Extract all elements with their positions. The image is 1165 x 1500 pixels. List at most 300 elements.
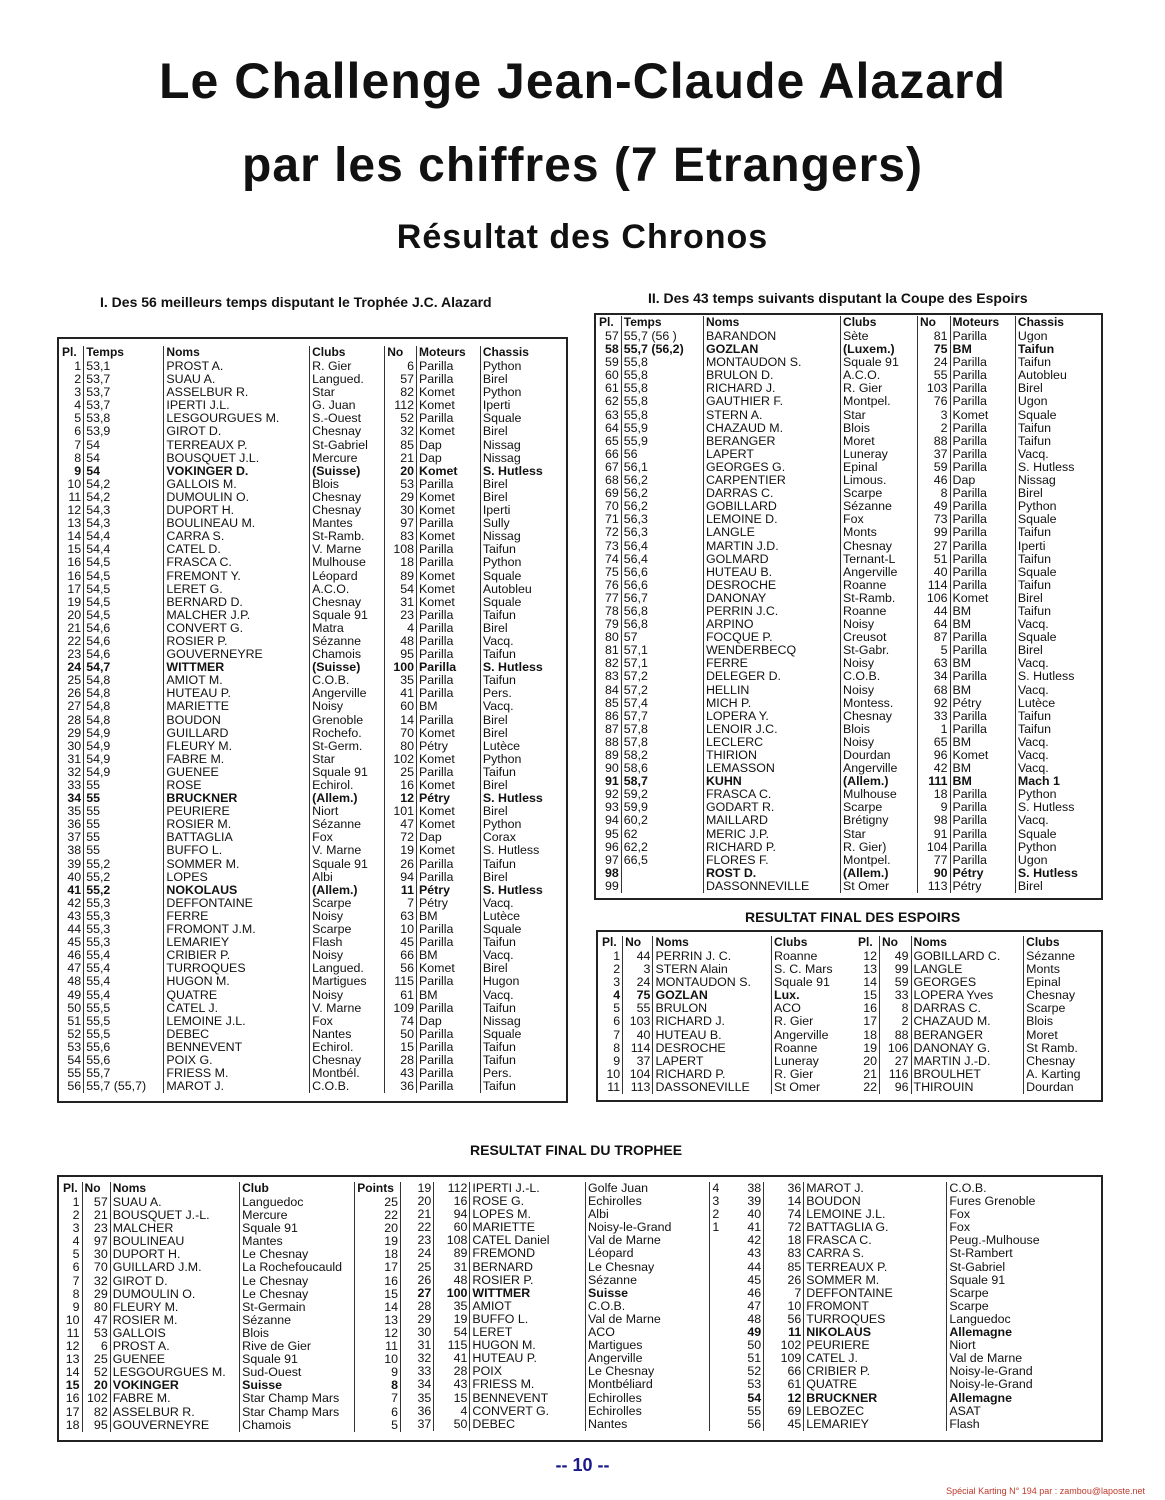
table-cell: DANONAY G. (911, 1042, 1024, 1055)
table-cell: 13 (355, 1314, 401, 1327)
table-row (856, 950, 1096, 963)
table-cell: 2 (880, 1015, 912, 1028)
table-cell: LESGOURGUES M. (164, 412, 310, 425)
table-cell: BOUSQUET J.L. (164, 452, 310, 465)
table-cell: FRASCA C. (164, 556, 310, 569)
table-cell: 12 (385, 792, 417, 805)
table-cell: GUILLARD J.M. (110, 1261, 239, 1274)
table-row (856, 1042, 1096, 1055)
table-cell: BM (950, 657, 1015, 670)
table-cell: BOUSQUET J.-L. (110, 1209, 239, 1222)
table-cell: Rochefo. (310, 727, 385, 740)
table-cell: Birel (1017, 486, 1043, 501)
table-cell: Parilla (417, 1041, 481, 1054)
table-cell: 55,7 (55,7) (84, 1080, 164, 1093)
table-cell: Pétry (417, 792, 481, 805)
table-cell: 43 (434, 1378, 470, 1391)
table-cell: 43 (735, 1247, 764, 1260)
table-cell: 56 (60, 1080, 84, 1093)
table-cell: Birel (482, 961, 508, 976)
table-cell: LOPERA Y. (703, 710, 840, 723)
table-row (597, 540, 1097, 553)
table-cell: St Omer (774, 1079, 821, 1094)
table-cell: 93 (597, 801, 621, 814)
table-cell: MALCHER J.P. (164, 609, 310, 622)
table-cell: BENNEVENT (164, 1041, 310, 1054)
table-cell: S. Hutless (482, 843, 540, 858)
table-cell: Komet (417, 753, 481, 766)
table-cell: St-Gabriel (310, 439, 385, 452)
table-cell: 8 (600, 1042, 623, 1055)
table-cell: DASSONEVILLE (653, 1081, 772, 1094)
table-cell: 9 (355, 1366, 401, 1379)
table-cell: 81 (597, 644, 621, 657)
table-cell: 54,5 (84, 583, 164, 596)
table-cell: Montpel. (841, 854, 918, 867)
table-cell: Taifun (482, 1052, 516, 1067)
table-cell: 19 (60, 596, 84, 609)
table-cell: 26 (385, 858, 417, 871)
table-cell: 34 (408, 1378, 434, 1391)
table-cell: 33 (408, 1365, 434, 1378)
table-cell: 57,2 (621, 670, 703, 683)
table-cell: Parilla (417, 648, 481, 661)
table-cell: Nissag (482, 437, 521, 452)
table-cell: Blois (841, 422, 918, 435)
table-cell: 40 (735, 1208, 764, 1221)
table-cell: RICHARD P. (653, 1068, 772, 1081)
table-row (60, 622, 560, 635)
table-cell: GOUVERNEYRE (164, 648, 310, 661)
table-cell: 36 (408, 1405, 434, 1418)
table-cell: Niort (949, 1338, 976, 1353)
table-cell: 57 (82, 1196, 110, 1209)
table-cell: 15 (385, 1041, 417, 1054)
table-cell: Sully (482, 516, 510, 531)
table-cell: LEMARIEY (164, 936, 310, 949)
table-cell: Dap (417, 1015, 481, 1028)
table-row (61, 1222, 401, 1235)
table-cell: Sézanne (240, 1314, 355, 1327)
table-cell: 99 (597, 880, 621, 893)
table-cell: 28 (385, 1054, 417, 1067)
table-cell: Sézanne (310, 635, 385, 648)
table-cell: Parilla (417, 635, 481, 648)
table-cell: 1 (712, 1220, 720, 1235)
table-cell: 95 (597, 828, 621, 841)
table-row (61, 1209, 401, 1222)
table-cell: 26 (60, 687, 84, 700)
table-cell: Nissag (482, 1013, 521, 1028)
table-cell: 90 (918, 867, 951, 880)
table-cell: 1 (918, 723, 951, 736)
table-cell: 40 (60, 871, 84, 884)
table-cell: 65 (597, 435, 621, 448)
table-cell: 32 (385, 425, 417, 438)
table-cell: FOCQUE P. (703, 631, 840, 644)
table-cell (710, 1378, 726, 1391)
table-cell: 54,9 (84, 727, 164, 740)
table-row (61, 1235, 401, 1248)
table-cell: 11 (60, 491, 84, 504)
table-cell: 29 (82, 1288, 110, 1301)
table-cell: FROMONT (804, 1300, 947, 1313)
table-cell: 85 (597, 697, 621, 710)
table-cell: POIX G. (164, 1054, 310, 1067)
table-cell: Komet (950, 409, 1015, 422)
table-cell: Le Chesnay (586, 1365, 710, 1378)
table-cell: Birel (482, 620, 508, 635)
table-cell: 87 (597, 723, 621, 736)
table-cell: 47 (385, 818, 417, 831)
table-cell: GOBILLARD C. (911, 950, 1024, 963)
table-cell: PERRIN J.C. (703, 605, 840, 618)
table-cell: Parilla (417, 975, 481, 988)
table-cell: 20 (355, 1222, 401, 1235)
table-cell: Sézanne (586, 1274, 710, 1287)
table-cell: 31 (60, 753, 84, 766)
table-cell: MARIETTE (164, 700, 310, 713)
table-cell: 49 (60, 989, 84, 1002)
table-cell: BERANGER (703, 435, 840, 448)
table-cell: 23 (408, 1234, 434, 1247)
table-cell: LOPERA Yves (911, 989, 1024, 1002)
table-cell: 19 (408, 1182, 434, 1195)
table-cell: Scarpe (841, 487, 918, 500)
table-cell: 33 (60, 779, 84, 792)
table-cell: S. Hutless (1017, 865, 1078, 880)
table-cell: Fox (841, 513, 918, 526)
table-cell: 11 (600, 1081, 623, 1094)
table-row (597, 435, 1097, 448)
table-cell: 28 (60, 714, 84, 727)
table-cell: DUPORT H. (110, 1248, 239, 1261)
table-cell: 16 (434, 1195, 470, 1208)
table-cell: Parilla (417, 622, 481, 635)
table-cell: Birel (482, 725, 508, 740)
table-row (60, 556, 560, 569)
table-cell: 56,4 (621, 540, 703, 553)
column-header: Noms (164, 346, 310, 360)
table-cell: Taifun (482, 856, 516, 871)
table-cell: 41 (434, 1352, 470, 1365)
table-row (600, 1081, 846, 1094)
table-cell: LEMOINE J.L. (164, 1015, 310, 1028)
table-cell: 96 (597, 841, 621, 854)
table-cell: 3 (918, 409, 951, 422)
table-cell: 54,5 (84, 570, 164, 583)
table-row (60, 425, 560, 438)
table-cell: Noisy (310, 910, 385, 923)
table-cell: 68 (597, 474, 621, 487)
table-cell: 55,4 (84, 989, 164, 1002)
column-header: Clubs (841, 316, 918, 330)
table-row (735, 1247, 1095, 1260)
column-header: No (880, 936, 912, 950)
table-cell: CARRA S. (804, 1247, 947, 1260)
table-cell: 48 (385, 635, 417, 648)
table-cell: CATEL J. (804, 1352, 947, 1365)
table-cell: 50 (60, 1002, 84, 1015)
table-cell: 55,8 (621, 409, 703, 422)
table-cell: Parilla (950, 553, 1015, 566)
table-cell: Scarpe (1026, 1001, 1066, 1016)
table-cell: GUENEE (110, 1353, 239, 1366)
table-cell: Nissag (1017, 473, 1056, 488)
table-cell: 54 (84, 452, 164, 465)
table-row (408, 1378, 726, 1391)
table-cell: Parilla (950, 801, 1015, 814)
table-cell: Nissag (482, 450, 521, 465)
table-cell: Montbéliard (586, 1378, 710, 1391)
table-cell: (Allem.) (310, 884, 385, 897)
table-cell: MERIC J.P. (703, 828, 840, 841)
table-header-row (856, 936, 1096, 950)
trophee-heading: RESULTAT FINAL DU TROPHEE (470, 1142, 683, 1158)
table-cell: 99 (918, 526, 951, 539)
table-cell: Python (482, 751, 522, 766)
table-cell: Flash (949, 1416, 980, 1431)
table-cell: Komet (417, 530, 481, 543)
table-cell: St-Germ. (310, 740, 385, 753)
table-cell: Lux. (774, 988, 800, 1003)
table-cell: Birel (482, 804, 508, 819)
table-cell: Taifun (482, 1000, 516, 1015)
table-cell: 6 (61, 1261, 82, 1274)
table-cell: BOULINEAU M. (164, 517, 310, 530)
table-cell: Pétry (417, 884, 481, 897)
table-cell: 113 (623, 1081, 653, 1094)
table-row (60, 871, 560, 884)
table-cell: 9 (60, 465, 84, 478)
table-cell: 16 (385, 779, 417, 792)
table-cell: 86 (597, 710, 621, 723)
table-cell: 31 (408, 1339, 434, 1352)
column-header: No (918, 316, 951, 330)
table-cell: 115 (385, 975, 417, 988)
table-cell: 54,6 (84, 635, 164, 648)
table-cell: 18 (856, 1029, 880, 1042)
table-cell: 102 (385, 753, 417, 766)
table-cell: 103 (918, 382, 951, 395)
table-cell: 112 (385, 399, 417, 412)
table-cell: 47 (82, 1314, 110, 1327)
table-cell: La Rochefoucauld (240, 1261, 355, 1274)
table-cell: 77 (597, 592, 621, 605)
table-cell: Pétry (950, 867, 1015, 880)
table-cell: 56,1 (621, 461, 703, 474)
table-cell: Parilla (950, 435, 1015, 448)
table-cell: 31 (385, 596, 417, 609)
table-row (856, 1081, 1096, 1094)
table-cell: Parilla (417, 360, 481, 373)
table-cell: Parilla (950, 356, 1015, 369)
table-cell: SOMMER M. (804, 1274, 947, 1287)
table-cell: 104 (918, 841, 951, 854)
table-cell: Monts (1026, 962, 1060, 977)
table-cell: LEMASSON (703, 762, 840, 775)
trophee-col1-table (61, 1182, 401, 1432)
table-row (61, 1327, 401, 1340)
table-cell: 60 (434, 1221, 470, 1234)
table-cell: 54 (735, 1392, 764, 1405)
table-cell: Taifun (1017, 525, 1051, 540)
table-cell: Noisy (310, 989, 385, 1002)
table-cell: Matra (310, 622, 385, 635)
table-cell: 100 (385, 661, 417, 674)
table-cell: 53 (60, 1041, 84, 1054)
table-cell: BM (950, 775, 1015, 788)
table-cell: GOZLAN (653, 989, 772, 1002)
table-cell: 21 (82, 1209, 110, 1222)
table-cell: 2 (60, 373, 84, 386)
table-cell: 15 (61, 1379, 82, 1392)
table-row (735, 1405, 1095, 1418)
table-cell: Epinal (1026, 975, 1061, 990)
table-cell: St Ramb. (1026, 1040, 1078, 1055)
table-cell: Montbél. (310, 1067, 385, 1080)
table-cell: 19 (856, 1042, 880, 1055)
table-cell: Corax (482, 830, 516, 845)
table-cell: Komet (417, 399, 481, 412)
table-cell: GIROT D. (110, 1275, 239, 1288)
table-cell: Roanne (841, 605, 918, 618)
table-cell: SUAU A. (110, 1196, 239, 1209)
table-cell: FRIESS M. (164, 1067, 310, 1080)
table-cell: Squale 91 (310, 609, 385, 622)
table-cell: 76 (918, 395, 951, 408)
espoirs-heading: RESULTAT FINAL DES ESPOIRS (745, 909, 961, 925)
table-cell: LECLERC (703, 736, 840, 749)
column-header: Chassis (1017, 315, 1064, 330)
table-cell: Parilla (417, 714, 481, 727)
table-cell: 55 (60, 1067, 84, 1080)
table-cell: 75 (623, 989, 653, 1002)
table-cell: 56 (764, 1313, 804, 1326)
table-cell: BENNEVENT (470, 1392, 586, 1405)
table-cell: R. Gier) (841, 841, 918, 854)
table-cell: THIROUIN (911, 1081, 1024, 1094)
table-cell: 82 (597, 657, 621, 670)
table-cell: 55 (918, 369, 951, 382)
table-cell: Mulhouse (310, 556, 385, 569)
table-cell: (Suisse) (310, 465, 385, 478)
table-cell: 109 (764, 1352, 804, 1365)
table-cell: Taifun (1017, 721, 1051, 736)
table-cell: 62 (621, 828, 703, 841)
table-row (60, 1015, 560, 1028)
table-row (408, 1287, 726, 1300)
table-cell: AMIOT M. (164, 674, 310, 687)
table-cell: Squale 91 (310, 858, 385, 871)
table-cell: 16 (60, 556, 84, 569)
table-cell: 55,4 (84, 949, 164, 962)
table-cell: Komet (417, 779, 481, 792)
table-cell: 57,1 (621, 644, 703, 657)
table-cell: Komet (950, 749, 1015, 762)
table-cell: 56,3 (621, 526, 703, 539)
table-cell: 40 (623, 1029, 653, 1042)
table-cell: 67 (597, 461, 621, 474)
table-cell: GALLOIS (110, 1327, 239, 1340)
column-header: Pl. (61, 1182, 82, 1196)
table-cell: 5 (600, 1002, 623, 1015)
table-row (597, 814, 1097, 827)
table-cell: ROSE (164, 779, 310, 792)
table-cell: FLORES F. (703, 854, 840, 867)
table-cell: Birel (482, 372, 508, 387)
table-cell: (Allem.) (841, 775, 918, 788)
table-cell: 71 (597, 513, 621, 526)
table-cell: Parilla (417, 1002, 481, 1015)
table-cell: PROST A. (110, 1340, 239, 1353)
table-cell: 80 (597, 631, 621, 644)
trophee-col3-table (735, 1182, 1095, 1431)
table-cell: 114 (918, 579, 951, 592)
table-cell: 2 (712, 1207, 720, 1222)
table-cell: GALLOIS M. (164, 478, 310, 491)
table-cell: Noisy (310, 949, 385, 962)
table-cell: Suisse (586, 1287, 710, 1300)
table-cell: Parilla (417, 1054, 481, 1067)
table-cell: 10 (60, 478, 84, 491)
table-cell: Languedoc (240, 1196, 355, 1209)
table-cell: 3 (60, 386, 84, 399)
table-cell: 3 (600, 976, 623, 989)
table-cell: Roanne (774, 1040, 818, 1055)
table-cell: 11 (764, 1326, 804, 1339)
table-cell: BM (950, 684, 1015, 697)
table-cell: 53,9 (84, 425, 164, 438)
table-cell: Lutèce (482, 738, 521, 753)
table-cell: Python (482, 817, 522, 832)
table-cell: 6 (82, 1340, 110, 1353)
table-cell: Fox (310, 831, 385, 844)
table-cell: Dap (417, 452, 481, 465)
table-cell: 56,8 (621, 605, 703, 618)
table-cell: S.-Ouest (310, 412, 385, 425)
table-cell: 55,2 (84, 871, 164, 884)
table-cell: 50 (735, 1339, 764, 1352)
table-cell: Blois (1026, 1014, 1054, 1029)
table-row (735, 1378, 1095, 1391)
table-cell: Parilla (417, 373, 481, 386)
table-cell: FLEURY M. (164, 740, 310, 753)
table-cell: Chesnay (310, 1054, 385, 1067)
table-row (60, 478, 560, 491)
table-cell: Komet (950, 592, 1015, 605)
table-cell: St Omer (841, 880, 918, 893)
table-cell: 69 (764, 1405, 804, 1418)
table-cell: Dourdan (841, 749, 918, 762)
table-cell: 13 (61, 1353, 82, 1366)
table-cell: Chesnay (1026, 988, 1076, 1003)
table-cell: 18 (355, 1248, 401, 1261)
table-cell: 11 (355, 1340, 401, 1353)
table-cell: 72 (764, 1221, 804, 1234)
table-cell: 69 (597, 487, 621, 500)
table-row (597, 422, 1097, 435)
table-cell: GODART R. (703, 801, 840, 814)
table-cell: MAROT J. (164, 1080, 310, 1093)
table-cell: ARPINO (703, 618, 840, 631)
table-row (408, 1300, 726, 1313)
table-cell: 50 (385, 1028, 417, 1041)
table-cell: LERET G. (164, 583, 310, 596)
table-cell: 57,8 (621, 723, 703, 736)
table-cell: 58,7 (621, 775, 703, 788)
table-cell (710, 1261, 726, 1274)
